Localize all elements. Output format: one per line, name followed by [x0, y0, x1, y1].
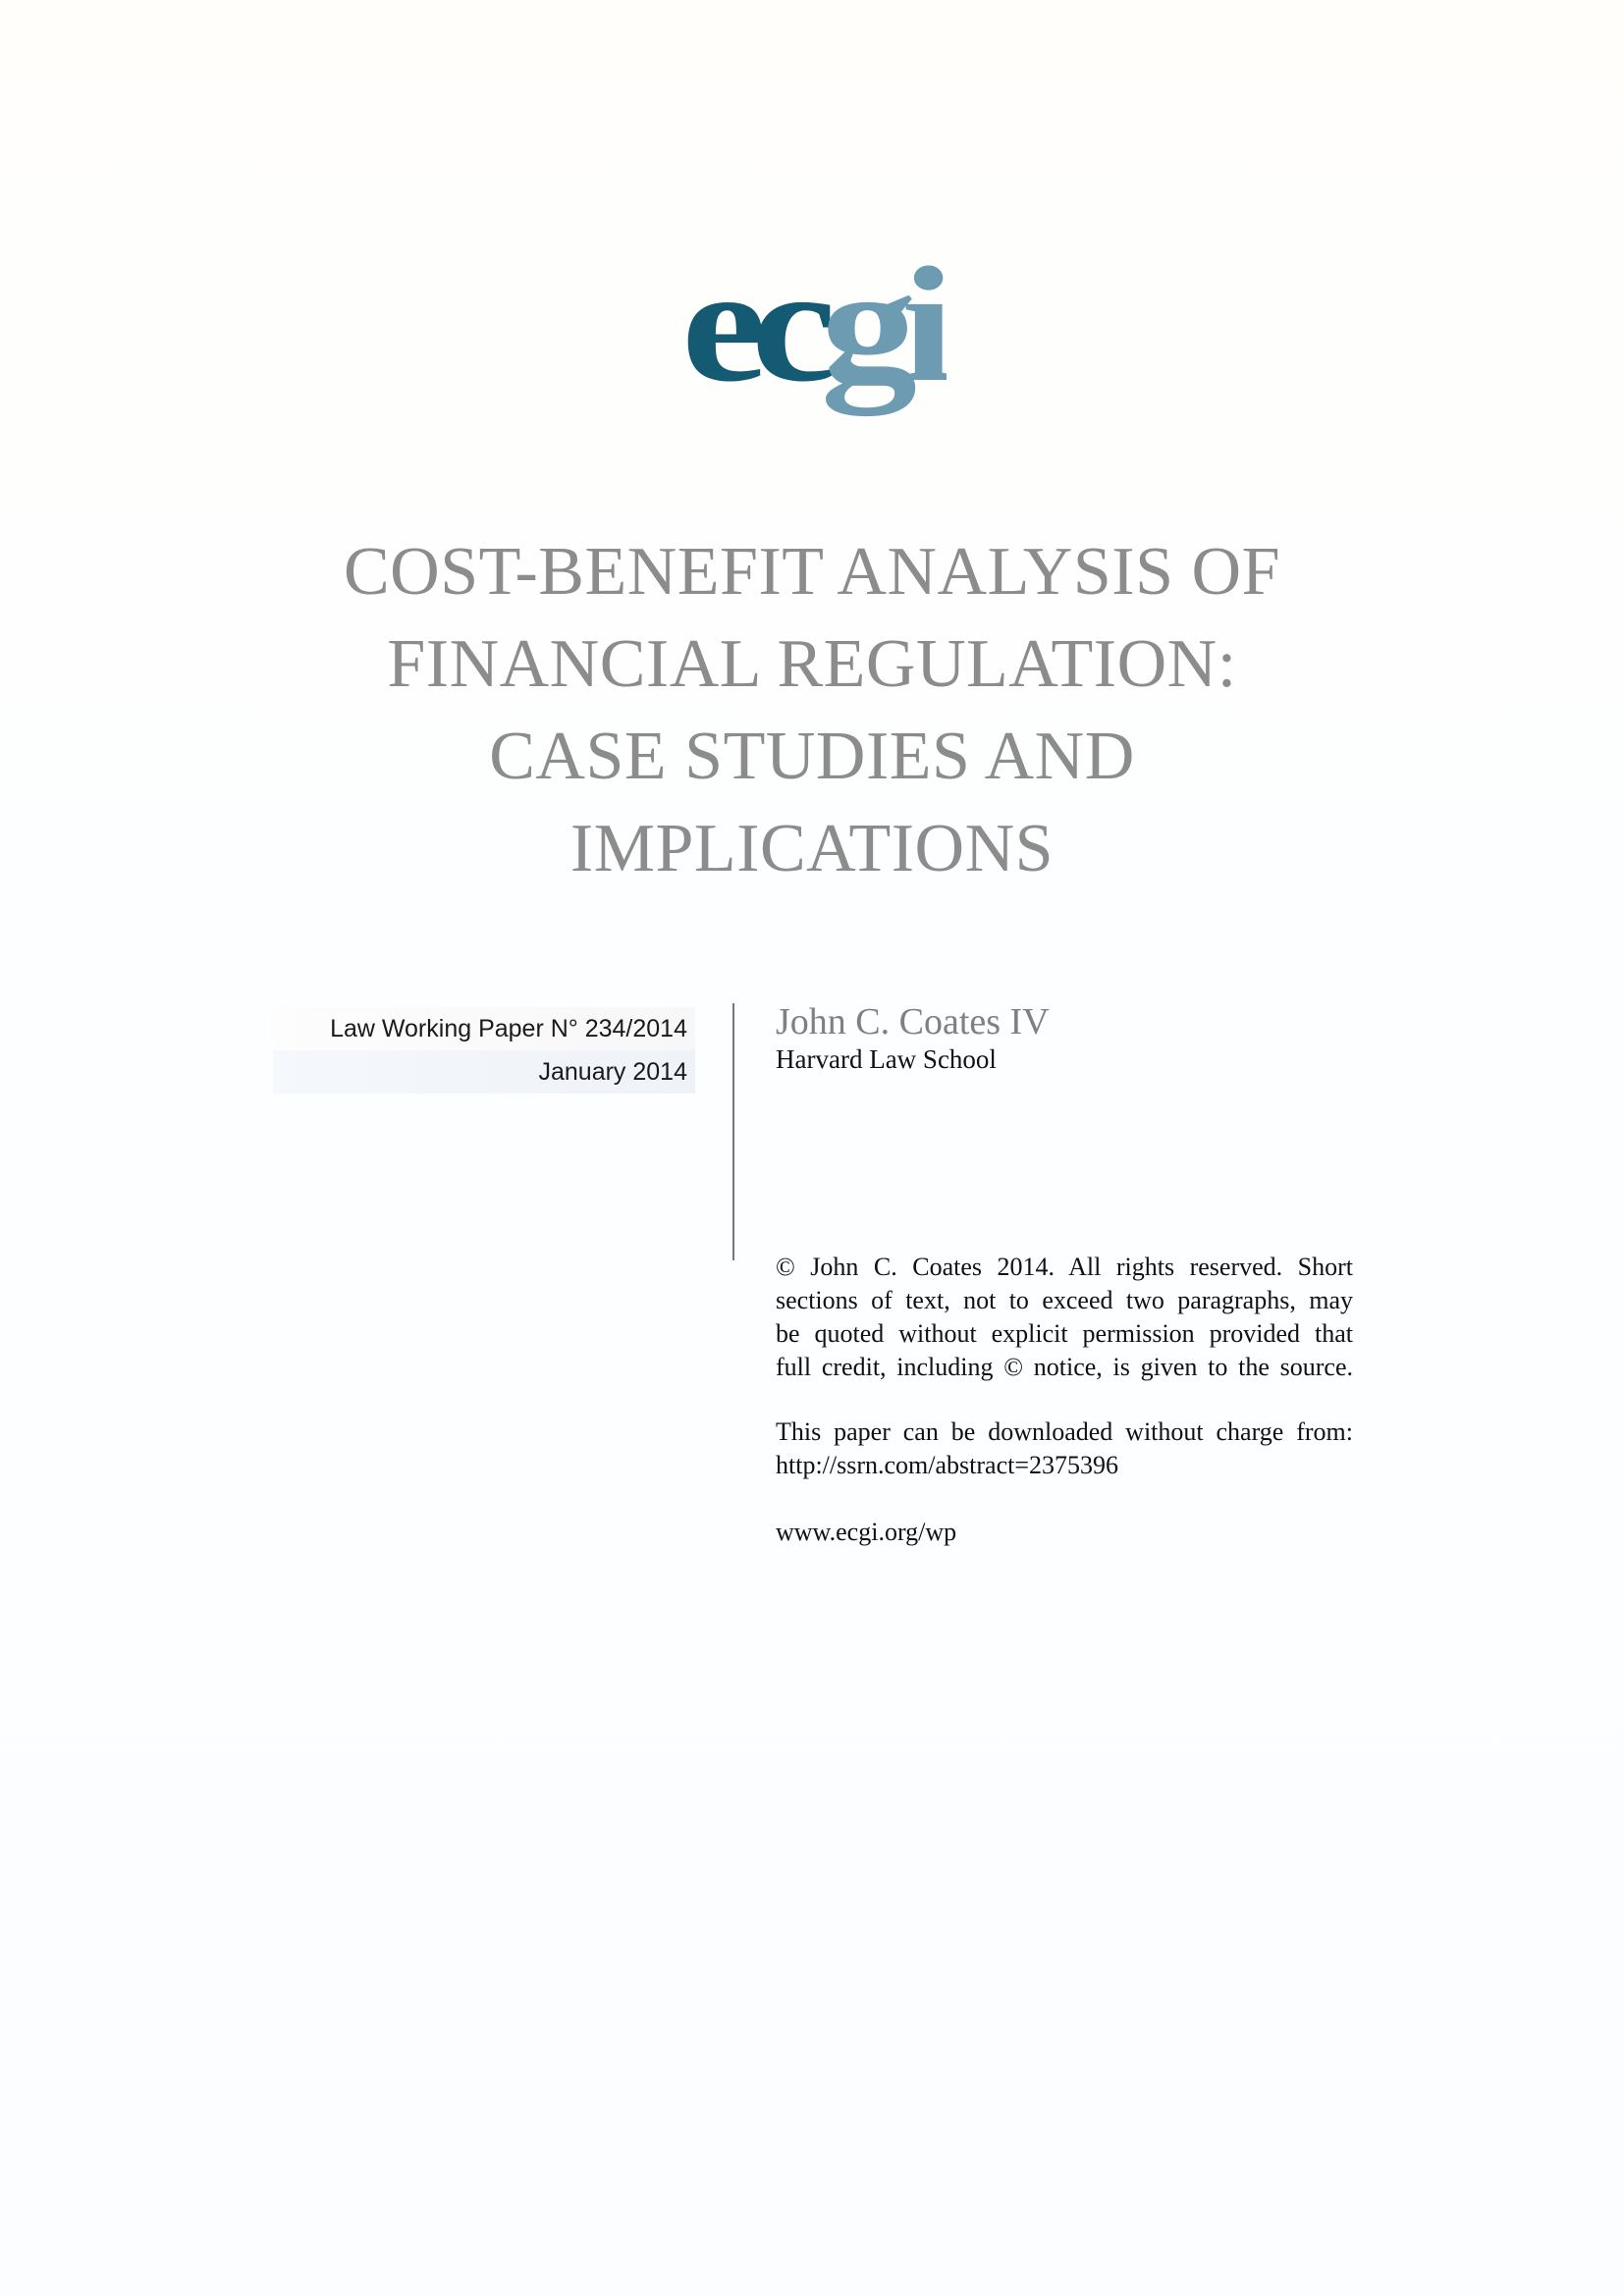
title-line: COST-BENEFIT ANALYSIS OF: [343, 534, 1281, 610]
title-line: FINANCIAL REGULATION:: [387, 626, 1237, 702]
author-affiliation: Harvard Law School: [776, 1044, 997, 1074]
copyright-line: be quoted without explicit permission provided that: [776, 1319, 1353, 1348]
author-name: John C. Coates IV: [776, 1001, 1050, 1042]
ecgi-logo: [681, 250, 947, 417]
copyright-line: full credit, including © notice, is given to the source.: [776, 1353, 1353, 1381]
title-line: IMPLICATIONS: [569, 811, 1055, 886]
column-divider: [732, 1003, 734, 1260]
logo-gi-part: gi: [820, 250, 922, 416]
working-paper-number: Law Working Paper N° 234/2014: [273, 1007, 695, 1050]
paper-title: [196, 526, 1428, 895]
copyright-line: © John C. Coates 2014. All rights reserved. Short: [776, 1253, 1353, 1281]
logo-ec-part: ec: [681, 250, 801, 416]
ssrn-link[interactable]: http://ssrn.com/abstract=2375396: [776, 1451, 1119, 1479]
copyright-line: sections of text, not to exceed two paragraphs, may: [776, 1286, 1353, 1314]
download-text: This paper can be downloaded without charge from:: [776, 1417, 1353, 1446]
title-line: CASE STUDIES AND: [489, 719, 1135, 794]
download-notice: [776, 1415, 1353, 1482]
ecgi-logo-text: [681, 250, 947, 416]
publication-date: January 2014: [273, 1050, 695, 1094]
copyright-notice: [776, 1251, 1353, 1384]
ecgi-website-link[interactable]: www.ecgi.org/wp: [776, 1518, 957, 1546]
